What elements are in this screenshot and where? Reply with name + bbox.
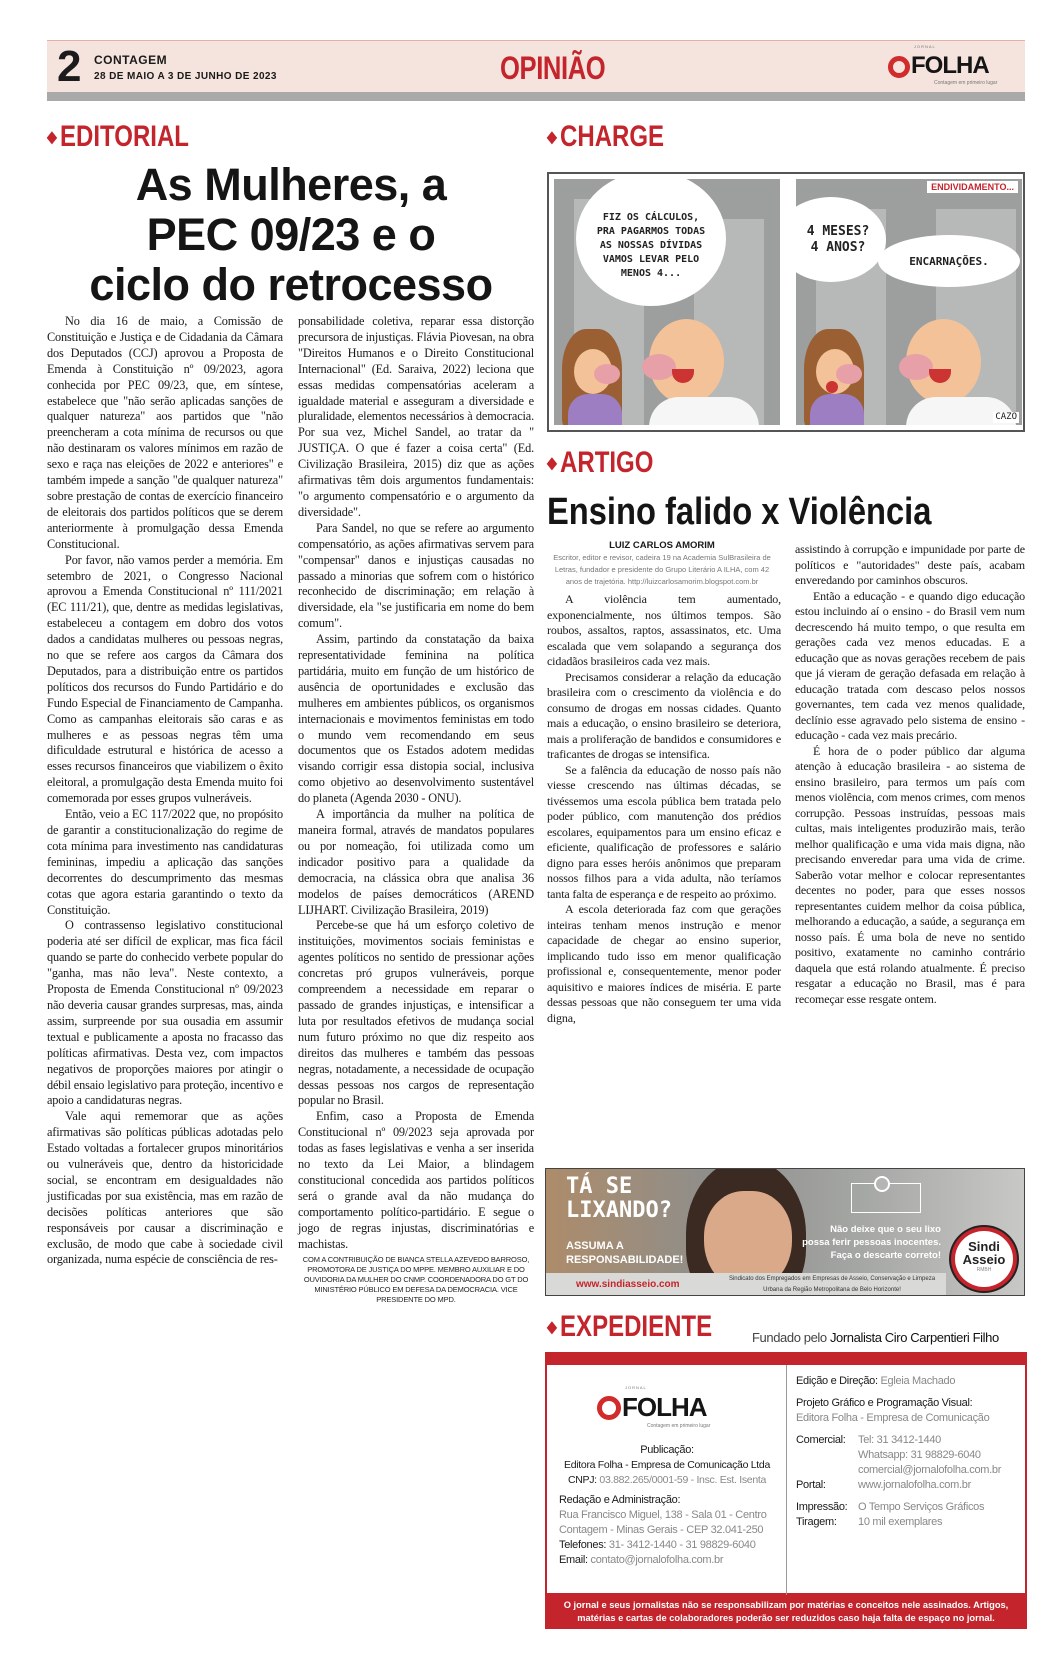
editorial-headline: As Mulheres, a PEC 09/23 e o ciclo do retrocesso xyxy=(89,159,493,310)
artigo-headline: Ensino falido x Violência xyxy=(547,491,932,533)
ad-headline: TÁ SE LIXANDO? xyxy=(566,1174,672,1223)
section-title: OPINIÃO xyxy=(500,50,606,86)
edition-city: CONTAGEM xyxy=(94,53,168,67)
cartoon-panel-2 xyxy=(796,179,1022,425)
email-link[interactable]: contato@jornalofolha.com.br xyxy=(590,1554,724,1566)
charge-kicker: ◆ CHARGE xyxy=(547,120,665,153)
advertisement-banner[interactable] xyxy=(545,1168,1025,1296)
artigo-kicker: ◆ ARTIGO xyxy=(547,446,654,479)
editorial-kicker: ◆ EDITORIAL xyxy=(47,120,189,153)
newspaper-logo xyxy=(888,46,1023,86)
commercial-email-link[interactable]: comercial@jornalofolha.com.br xyxy=(858,1464,1002,1476)
expediente-kicker: ◆ EXPEDIENTE xyxy=(547,1310,713,1343)
speech-bubble: FIZ OS CÁLCULOS, PRA PAGARMOS TODAS AS NOSSAS DÍVIDAS VAMOS LEVAR PELO MENOS 4... xyxy=(576,179,726,306)
bullet-icon: ◆ xyxy=(547,455,557,473)
editorial-column-1: No dia 16 de maio, a Comissão de Constituição e Justiça e de Cidadania da Câmara dos Deputados (CCJ) aprovou a Proposta de Emenda à Constituição nº 09/2023, agora conhecida por PEC 09/23, que, em síntese, estabelece que "não serão aplicadas sanções de qualquer natureza" aos partidos que "não preencheram a cota mínima de recursos ou que não destinaram os valores mínimos em razão de sexo e raça nas eleições de 2022 e anteriores" e também impede a sanção "de qualquer natureza" sobre prestação de contas de exercício financeiro de eleitorais dos partidos políticos que se derem anteriormente à promulgação dessa Emenda Constitucional. Por favor, não vamos perder a memória. Em setembro de 2021, o Congresso Nacional aprovou a Emenda Constitucional nº 111/2021 (EC 111/21), que, dentre as medidas legislativas, estabeleceu a contagem em dobro dos votos dados a candidatas mulheres ou pessoas negras, no que se refere aos cargos da Câmara dos Deputados, para a distribuição entre os partidos políticos dos recursos do Fundo Partidário e do Fundo Especial de Financiamento de Campanha. Como as campanhas eleitorais são caras e as mulheres e as pessoas negras têm uma dificuldade estrutural e histórica de acesso a esses recursos financeiros que viabilizem o êxito eleitoral, a promulgação desta Emenda muito foi comemorada por esses grupos vulneráveis. Então, veio a EC 117/2022 que, no propósito de garantir a constitucionalização do regime de cota mínima para investimento nas candidaturas femininas, impediu a aplicação das sanções decorrentes do descumprimento das mesmas cotas que agora estaria garantindo o texto da Constituição. O contrassenso legislativo constitucional poderia até ser difícil de explicar, mas fica fácil quando se parte do conhecido verbete popular do "ganha, mas não leva". Neste contexto, a Proposta de Emenda Constitucional nº 09/2023 não deveria causar grandes surpresas, mas, ainda assim, surpreende por sua ousadia em assumir textual e publicamente a aposta no fracasso das políticas afirmativas. Desta vez, com impactos negativos de proporções maiores por atingir o débil ensaio legislativo para proteção, incentivo e apoio a candidaturas negras. Vale aqui rememorar que as ações afirmativas são políticas públicas adotadas pelo Estado voltadas a fortalecer grupos minoritários ou vulneráveis que, dentro da historicidade social, se encontram em desigualdades não justificadas por sua existência, mas em razão de decisões políticas anteriores que são responsáveis por causar a discriminação e exclusão, de modo que cabe à sociedade civil organizada, numa espécie de consciência de res- xyxy=(47,314,283,1267)
logo-pretitle: JORNAL xyxy=(914,44,936,49)
artigo-column-1: A violência tem aumentado, exponencialmente, nos últimos tempos. São roubos, assaltos, raptos, assassinatos, etc. Uma escalada que vem solapando a segurança dos cidadãos brasileiros cada vez mais. Precisamos considerar a relação da educação brasileira com o crescimento da violência e do consumo de drogas em nossas cidades. Quanto mais a educação, o ensino brasileiro se deteriora, mais a proliferação de bandidos e consumidores e traficantes de drogas se intensifica. Se a falência da educação de nosso país não viesse crescendo nas últimas décadas, se tivéssemos uma escola pública bem tratada pelo poder público, com manutenção dos prédios escolares, equipamentos para um ensino eficaz e eficiente, qualificação de professores e salário digno para esses heróis anônimos que preparam nossos filhos para a vida adulta, não teríamos tanta falta de esperança e de respeito ao próximo. A escola deteriorada faz com que gerações inteiras tenham menos instrução e menor capacidade de chegar ao ensino superior, implicando tudo isso em menor qualificação profissional e, consequentemente, menor poder aquisitivo e maiores índices de miséria. E parte dessas pessoas que não conseguem ter uma vida digna, xyxy=(547,592,781,1025)
founder-line: Fundado pelo Jornalista Ciro Carpentieri Filho xyxy=(752,1330,999,1345)
ad-message: Não deixe que o seu lixo possa ferir pessoas inocentes. Faça o descarte correto! xyxy=(802,1224,941,1261)
cartoonist-signature: CAZO xyxy=(995,412,1017,422)
author-bio: Escritor, editor e revisor, cadeira 19 na Academia SulBrasileira de Letras, fundador e presidente do Grupo Literário A ILHA, com 42 anos de trajetória. http://luizcarlosamorim.blogspot.com.br xyxy=(553,553,771,586)
speech-bubble: 4 MESES? 4 ANOS? xyxy=(796,197,886,282)
expediente-top-bar xyxy=(545,1352,1027,1365)
masthead-divider xyxy=(47,92,1025,101)
ad-url[interactable]: www.sindiasseio.com xyxy=(576,1279,680,1290)
cartoon-panel-1 xyxy=(554,179,780,425)
portal-link[interactable]: www.jornalofolha.com.br xyxy=(858,1479,971,1491)
expediente-right-column: Edição e Direção: Egleia Machado Projeto Gráfico e Programação Visual: Editora Folha - Empresa de Comunicação Comercial: Tel: 31 3412-1440 Whatsapp: 31 98829-6040 comercial@jornalofolha.com.br Portal: www.jornalofolha.com.br Impressão: O Tempo Serviços Gráficos Tiragem: 10 mil exemplares xyxy=(796,1375,1002,1528)
ad-organization: Sindicato dos Empregados em Empresas de Asseio, Conservação e Limpeza Urbana da Região Metropolitana de Belo Horizonte! xyxy=(728,1276,936,1293)
expediente-left-column: JORNAL FOLHA Contagem em primeiro lugar Publicação: Editora Folha - Empresa de Comunicação Ltda CNPJ: 03.882.265/0001-59 - Insc. Est. Isenta Redação e Administração: Rua Francisco Miguel, 138 - Sala 01 - Centro Contagem - Minas Gerais - CEP 32.041-250 Telefones: 31- 3412-1440 - 31 98829-6040 Email: contato@jornalofolha.com.br xyxy=(547,1365,787,1595)
bullet-icon: ◆ xyxy=(47,129,57,147)
disclaimer-bar: O jornal e seus jornalistas não se responsabilizam por matérias e conceitos nele assinados. Artigos, matérias e cartas de colaboradores poderão ser reduzidos caso haja falta de espaço no jornal. xyxy=(545,1595,1027,1629)
page-number: 2 xyxy=(57,42,82,91)
contributor-credit: COM A CONTRIBUIÇÃO DE BIANCA STELLA AZEVEDO BARROSO, PROMOTORA DE JUSTIÇA DO MPPE. MEMBRO AUXILIAR E DO OUVIDORIA DA MULHER DO CNMP. COORDENADORA DO GT DO MINISTÉRIO PÚBLICO EM DEFESA DA DEMOCRACIA. VICE PRESIDENTE DO MPD. xyxy=(302,1255,530,1305)
author-block xyxy=(547,540,777,588)
artigo-column-2: assistindo à corrupção e impunidade por parte de políticos e "autoridades" deste país, acabam enveredando por caminhos obscuros. Então a educação - e quando digo educação estou incluindo aí o ensino - do Brasil vem num decrescendo há muito tempo, o que resulta em gerações cada vez menos educadas. E a educação que as novas gerações recebem de pais que já vieram de geração defasada em relação à educação tratada com descaso pelos nossos governantes, tem cada vez menos qualidade, declínio esse agravado pelo sistema de ensino - educação - cada vez mais precário. É hora de o poder público dar alguma atenção à educação brasileira - ao sistema de ensino brasileiro, para termos um país com menos violência, com menos crimes, com menos corrupção. Pessoas instruídas, pessoas mais cultas, mais inteligentes produzirão mais, terão melhor qualificação e uma vida mais digna, não precisando enveredar para uma vida de crime. Saberão votar melhor e colocar representantes decentes no poder, para que esses nossos representantes cuidem melhor da coisa pública, melhorando a educação, a saúde, a segurança em nosso país. É uma bola de neve no sentido positivo, exatamente no caminho contrário daquela que está rolando atualmente. É preciso resgatar a educação no Brasil, mas é para recomeçar esse resgate ontem. xyxy=(795,542,1025,1006)
bullet-icon: ◆ xyxy=(547,129,557,147)
ad-call-to-action: ASSUMA A RESPONSABILIDADE! xyxy=(566,1240,684,1266)
newspaper-logo: JORNAL FOLHA Contagem em primeiro lugar xyxy=(597,1387,737,1427)
logo-name: FOLHA xyxy=(911,52,989,79)
cartoon-title: ENDIVIDAMENTO... xyxy=(927,181,1018,193)
logo-tagline: Contagem em primeiro lugar xyxy=(934,80,998,86)
sindiasseio-logo: Sindi Asseio RMBH xyxy=(951,1227,1017,1291)
no-trash-icon xyxy=(851,1183,921,1213)
editorial-column-2: ponsabilidade coletiva, reparar essa distorção precursora de injustiças. Flávia Piovesan, na obra "Direitos Humanos e o Direito Constitucional Internacional" (Ed. Saraiva, 2022) leciona que essas medidas compensatórias aceleram a igualdade material e asseguram a diversidade e pluralidade, elementos necessários à democracia. Por sua vez, Michel Sandel, ao tratar da " JUSTIÇA. O que é fazer a coisa certa" (Ed. Civilização Brasileira, 2015) diz que as ações afirmativas têm dois argumentos fundamentais: "o argumento compensatório e o argumento da diversidade". Para Sandel, no que se refere ao argumento compensatório, as ações afirmativas servem para "compensar" danos e injustiças causadas no passado a minorias que sofrem com o histórico reconhecido de discriminação; em relação à diversidade, ela "se justificaria em nome do bem comum". Assim, partindo da constatação da baixa representatividade feminina na política partidária, muito em função de um histórico de ausência de oportunidades e exclusão das mulheres em ambientes públicos, os organismos internacionais e movimentos feministas em todo o mundo vem recomendando em seus documentos que os Estados adotem medidas visando corrigir essa distopia social, inclusiva como objetivo ao desenvolvimento sustentável do planeta (Agenda 2030 - ONU). A importância da mulher na política de maneira formal, através de mandatos populares ou por nomeação, foi utilizada como um indicador positivo para a qualidade da democracia, na clássica obra que analisa 36 modelos de países democráticos (AREND LIJHART. Civilização Brasileira, 2019) Percebe-se que há um esforço coletivo de instituições, movimentos sociais feministas e agentes políticos no sentido de pressionar ações concretas pró grupos vulneráveis, porque compreendem a necessidade em reparar o passado de grandes injustiças, e intensificar a luta por resultados efetivos de mudança social num futuro próximo no que diz respeito aos direitos das mulheres e também das pessoas negras, notadamente, a necessidade de ocupação dessas pessoas nos cargos de representação popular no Brasil. Enfim, caso a Proposta de Emenda Constitucional nº 09/2023 seja aprovada por todas as fases legislativas e venha a ser inserida no texto da Lei Maior, a blindagem constitucional concedida aos partidos políticos será o grande aval da não mudança do comportamento político-partidário. E segue o jogo de regras injustas, discriminatórias e machistas. COM A CONTRIBUIÇÃO DE BIANCA STELLA AZEVEDO BARROSO, PROMOTORA DE JUSTIÇA DO MPPE. MEMBRO AUXILIAR E DO OUVIDORIA DA MULHER DO CNMP. COORDENADORA DO GT DO MINISTÉRIO PÚBLICO EM DEFESA DA DEMOCRACIA. VICE PRESIDENTE DO MPD. xyxy=(298,314,534,1305)
bullet-icon: ◆ xyxy=(547,1319,557,1337)
speech-bubble: ENCARNAÇÕES. xyxy=(878,235,1020,287)
logo-ring-icon xyxy=(888,56,910,78)
logo-ring-icon xyxy=(597,1396,621,1420)
cartoon-strip xyxy=(547,172,1025,432)
edition-date: 28 DE MAIO A 3 DE JUNHO DE 2023 xyxy=(94,71,277,82)
author-name: LUIZ CARLOS AMORIM xyxy=(609,540,715,551)
